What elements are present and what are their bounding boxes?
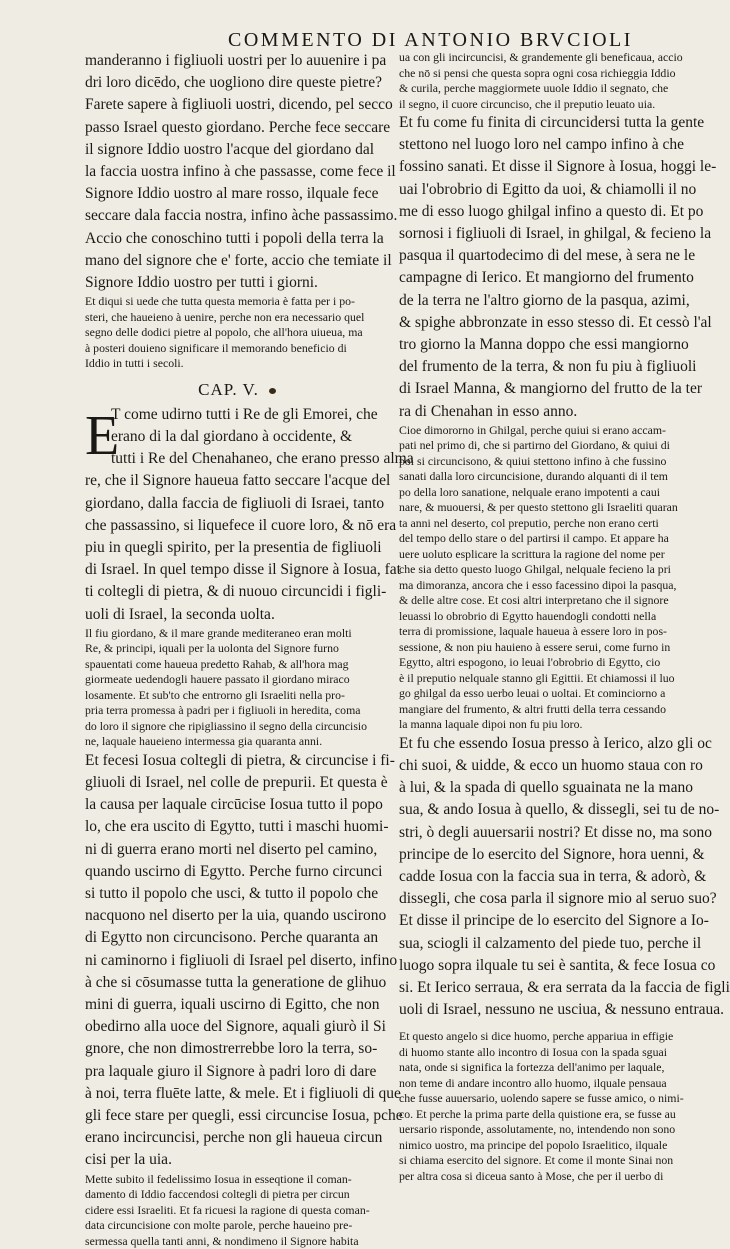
text-line: giormeate uedendogli hauere passato il giordano miraco <box>85 672 350 687</box>
text-line: nimico uostro, ma principe del popolo Israelitico, ilquale <box>399 1137 668 1152</box>
text-line: sanati dalla loro circuncisione, durando alquanti di il tem <box>399 469 668 484</box>
text-line: uoli di Israel, nessuno ne usciua, & nessuno entraua. <box>399 1001 724 1019</box>
left-column <box>85 50 414 1248</box>
text-line: Et fu che essendo Iosua presso à Ierico, alzo gli oc <box>399 734 712 752</box>
text-line: passo Israel questo giordano. Perche fece seccare <box>85 118 391 136</box>
text-line: de la terra ne l'altro giorno de la pasqua, azimi, <box>399 291 690 309</box>
right-column <box>399 50 730 1183</box>
text-line: steri, che haueieno à uenire, perche non era necessario quel <box>85 309 365 324</box>
text-line: di Israel. In quel tempo disse il Signore à Iosua, fat <box>85 561 401 579</box>
text-line: manderanno i figliuoli uostri per lo auuenire i pa <box>85 52 387 69</box>
text-line: si tutto il popolo che usci, & tutto il popolo che <box>85 884 379 902</box>
text-line: sessione, & non piu hauieno à essere serui, come furno in <box>399 639 671 654</box>
text-line: Cioe dimororno in Ghilgal, perche quiui si erano accam- <box>399 422 666 437</box>
text-line: tro giorno la Manna doppo che essi mangiorno <box>399 336 689 354</box>
text-line: stri, ò degli auuersarii nostri? Et disse no, ma sono <box>399 823 712 841</box>
text-line: piu in quegli spirito, per la presentia de figliuoli <box>85 538 382 556</box>
text-line: pati nel primo di, che si partirno del Giordano, & quiui di <box>399 438 670 453</box>
text-line: gli fece stare per quegli, essi circuncise Iosua, pche <box>85 1107 403 1125</box>
text-line: principe de lo esercito del Signore, hora uenni, & <box>399 845 705 863</box>
text-line: Signore Iddio uostro per tutti i giorni. <box>85 274 318 292</box>
text-line: del frumento de la terra, & non fu piu à figliuoli <box>399 358 697 376</box>
text-line: la causa per laquale circūcise Iosua tutto il popo <box>85 796 383 814</box>
text-line: leuassi lo obrobrio di Egytto hauendogli condotti nella <box>399 608 657 623</box>
ornament-icon <box>269 388 276 394</box>
text-line: dissegli, che cosa parla il signore mio al seruo suo? <box>399 890 717 908</box>
main-text-block <box>85 50 398 294</box>
text-line: Et fu come fu finita di circuncidersi tutta la gente <box>399 114 705 131</box>
chapter-opening <box>85 404 414 626</box>
drop-capital: E <box>85 404 120 467</box>
text-line: nacquono nel diserto per la uia, quando uscirono <box>85 907 387 925</box>
text-line: la faccia uostra infino à che passasse, come fece il <box>85 163 396 181</box>
text-line: spauentati come haueua predetto Rahab, & all'hora mag <box>85 656 349 671</box>
text-line: gliuoli di Israel, nel colle de prepurii. Et questa è <box>85 773 388 791</box>
text-line: sermessa quella tanti anni, & nondimeno il Signore habita <box>85 1233 359 1248</box>
text-line: che fusse auuersario, uolendo sapere se fusse amico, o nimi- <box>399 1091 684 1106</box>
text-line: Re, & principi, iquali per la uolonta del Signore furno <box>85 641 339 656</box>
text-line: fossino sanati. Et disse il Signore à Iosua, hoggi le- <box>399 158 717 176</box>
text-line: Et diqui si uede che tutta questa memoria è fatta per i po- <box>85 294 355 309</box>
text-line: la manna laquale dipoi non fu piu loro. <box>399 717 583 732</box>
text-line: damento di Iddio faccendosi coltegli di pietra per circun <box>85 1187 350 1202</box>
text-line: gnore, che non dimostrerrebbe loro la terra, so- <box>85 1040 378 1058</box>
text-line: dri loro dicēdo, che uogliono dire queste pietre? <box>85 74 382 92</box>
text-line: quando uscirno di Egytto. Perche furno circunci <box>85 862 383 880</box>
text-line: losamente. Et sub'to che entrorno gli Israeliti nella pro- <box>85 687 345 702</box>
text-line: Et fecesi Iosua coltegli di pietra, & circuncise i fi- <box>85 751 395 769</box>
text-line: cisi per la uia. <box>85 1151 172 1169</box>
text-line: à che si cōsumasse tutta la generatione de glihuo <box>85 973 387 991</box>
text-line: del tempo dello stare o del partirsi il campo. Et appare ha <box>399 531 669 546</box>
text-line: erano di la dal giordano à occidente, & <box>111 427 353 445</box>
text-line: che nō si pensi che questa sopra ogni cosa richieggia Iddio <box>399 65 676 80</box>
text-line: à lui, & la spada di quello sguainata ne la mano <box>399 779 693 797</box>
text-line: & spighe abbronzate in esso stesso di. Et cessò l'al <box>399 313 712 331</box>
text-line: è il preputio nelquale stanno gli Egittii. Et chiamossi il luo <box>399 670 675 685</box>
main-text-block <box>399 733 730 1022</box>
text-line: uere uoluto esplicare la scrittura la ragione del nome per <box>399 546 665 561</box>
text-line: Accio che conoschino tutti i popoli della terra la <box>85 229 384 247</box>
text-line: mangiare del frumento, & altri frutti della terra cessando <box>399 701 666 716</box>
text-line: uersario risponde, assolutamente, no, intendendo non sono <box>399 1122 676 1137</box>
text-line: tutti i Re del Chenahaneo, che erano presso alma <box>111 450 414 468</box>
text-line: si. Et Ierico serraua, & era serrata da la faccia de figli <box>399 979 730 997</box>
text-line: sornosi i figliuoli di Israel, in ghilgal, & fecieno la <box>399 225 712 243</box>
text-line: stettono nel luogo loro nel campo infino à che <box>399 136 684 154</box>
text-line: mano del signore che e' forte, accio che temiate il <box>85 251 392 269</box>
text-line: segno delle dodici pietre al popolo, che all'hora uiueua, ma <box>85 325 363 340</box>
text-line: cadde Iosua con la faccia sua in terra, & adorò, & <box>399 868 707 886</box>
text-line: & curila, perche maggiormete uuole Iddio il segnato, che <box>399 81 669 95</box>
text-line: terra di promissione, laquale haueua à essere loro in pos- <box>399 624 667 639</box>
text-line: il signore Iddio uostro l'acque del giordano dal <box>85 140 375 158</box>
text-line: do loro il signore che ripigliassino il segno della circuncisio <box>85 718 368 733</box>
commentary-block <box>85 294 389 372</box>
text-line: uai l'obrobrio di Egitto da uoi, & chiamolli il no <box>399 180 697 198</box>
text-line: ta anni nel deserto, col preputio, perche non erano certi <box>399 515 659 530</box>
text-line: re, che il Signore haueua fatto seccare l'acque del <box>85 472 391 490</box>
text-line: chi suoi, & uidde, & ecco un huomo staua con ro <box>399 757 703 775</box>
chapter-title: CAP. V. <box>198 379 259 399</box>
text-line: nata, onde si significa la fortezza dell'animo per laquale, <box>399 1060 665 1075</box>
text-line: Il fiu giordano, & il mare grande mediteraneo eran molti <box>85 625 352 640</box>
main-text-block <box>85 750 403 1172</box>
text-line: co. Et perche la prima parte della quistione era, se fusse au <box>399 1106 676 1121</box>
text-line: sua, sciogli il calzamento del piede tuo, perche il <box>399 934 702 952</box>
text-line: erano incircuncisi, perche non gli haueua circun <box>85 1129 383 1147</box>
text-line: nare, & muouersi, & per questo stettono gli Israeliti quaran <box>399 500 678 515</box>
commentary-block <box>85 626 389 750</box>
text-line: ti coltegli di pietra, & di nuouo circuncidi i figli- <box>85 583 387 601</box>
text-line: lo, che era uscito di Egytto, tutti i maschi huomi- <box>85 818 389 836</box>
text-line: à posteri douieno significare il memorando beneficio di <box>85 340 347 355</box>
text-line: me di esso luogo ghilgal infino a questo di. Et po <box>399 202 704 220</box>
text-line: go ghilgal da esso uerbo leuai o uoltai. Et cominciorno a <box>399 686 666 701</box>
text-line: di Israel Manna, & mangiorno del frutto de la ter <box>399 380 703 398</box>
text-line: che sia detto questo luogo Ghilgal, nelquale fecieno la pri <box>399 562 671 577</box>
text-line: Iddio in tutti i secoli. <box>85 356 184 371</box>
commentary-block <box>399 1029 689 1184</box>
text-line: ni di guerra erano morti nel diserto pel camino, <box>85 840 378 858</box>
chapter-heading <box>85 378 389 402</box>
commentary-block <box>399 423 689 733</box>
text-line: obedirno alla uoce del Signore, aquali giurò il Si <box>85 1018 386 1036</box>
text-line: il segno, il cuore circunciso, che il preputio leuato uia. <box>399 96 656 111</box>
text-line: non teme di andare incontro allo huomo, ilquale pensaua <box>399 1075 667 1090</box>
text-line: uoli di Israel, la seconda uolta. <box>85 605 275 623</box>
text-line: di huomo stante allo incontro di Iosua con la spada sguai <box>399 1044 667 1059</box>
text-line: pria terra promessa à padri per i figliuoli in heredita, coma <box>85 703 361 718</box>
text-line: Egytto, altri espogono, io leuai l'obrobrio di Egytto, cio <box>399 655 661 670</box>
text-line: Signore Iddio uostro al mare rosso, ilquale fece <box>85 185 379 203</box>
text-line: ma dimoranza, ancora che i esso facessino dipoi la pasqua, <box>399 577 677 592</box>
text-line: pasqua il quartodecimo di del mese, à sera ne le <box>399 247 696 265</box>
text-line: mini di guerra, iquali uscirno di Egitto, che non <box>85 996 380 1013</box>
text-line: di Egytto non circuncisono. Perche quaranta an <box>85 929 379 947</box>
text-line: Farete sapere à figliuoli uostri, dicendo, pel secco <box>85 96 393 114</box>
text-line: si chiama esercito del signore. Et come il monte Sinai non <box>399 1153 674 1168</box>
text-line: che passassino, si liquefece il cuore loro, & nō era <box>85 516 397 534</box>
text-line: po della loro sanatione, nelquale erano impotenti a caui <box>399 484 661 499</box>
text-line: seccare dala faccia nostra, infino àche passassimo. <box>85 207 398 225</box>
text-line: data circuncisione con molte parole, perche haueino pre- <box>85 1218 353 1233</box>
commentary-block <box>399 50 689 112</box>
text-line: giordano, dalla faccia de figliuoli di Israei, tanto <box>85 494 385 512</box>
text-line: cidere essi Israeliti. Et fa ricuesi la ragione di questa coman- <box>85 1202 370 1217</box>
text-line: à noi, terra fluēte latte, & mele. Et i figliuoli di que <box>85 1084 401 1102</box>
text-line: pra laquale giuro il Signore à padri loro di dare <box>85 1062 377 1080</box>
running-header: COMMENTO DI ANTONIO BRVCIOLI <box>228 29 633 51</box>
main-text-block <box>85 404 414 626</box>
text-line: sua, & ando Iosua à quello, & dissegli, sei tu de no- <box>399 801 720 819</box>
text-line: campagne di Ierico. Et mangiorno del frumento <box>399 269 694 287</box>
commentary-block <box>85 1172 389 1249</box>
text-line: T come udirno tutti i Re de gli Emorei, che <box>111 405 378 423</box>
text-line: Et questo angelo si dice huomo, perche appariua in effigie <box>399 1029 674 1044</box>
text-line: luogo sopra ilquale tu sei è santita, & fece Iosua co <box>399 956 716 974</box>
text-line: Et disse il principe de lo esercito del Signore a Io- <box>399 912 709 930</box>
text-line: ra di Chenahan in esso anno. <box>399 402 578 420</box>
text-line: ua con gli incircuncisi, & grandemente gli beneficaua, accio <box>399 50 683 64</box>
text-line: ne, laquale haueieno intermessa gia quaranta anni. <box>85 734 323 749</box>
text-line: Mette subito il fedelissimo Iosua in esseqtione il coman- <box>85 1171 352 1186</box>
text-line: poi si circuncisono, & quiui stettono infino à che fussino <box>399 453 667 468</box>
text-line: per altra cosa si diceua santo à Mose, che per il uerbo di <box>399 1168 664 1183</box>
text-line: ni caminorno i figliuoli di Israel pel diserto, infino <box>85 951 398 969</box>
main-text-block <box>399 112 717 423</box>
text-line: & delle altre cose. Et cosi altri interpretano che il signore <box>399 593 669 608</box>
